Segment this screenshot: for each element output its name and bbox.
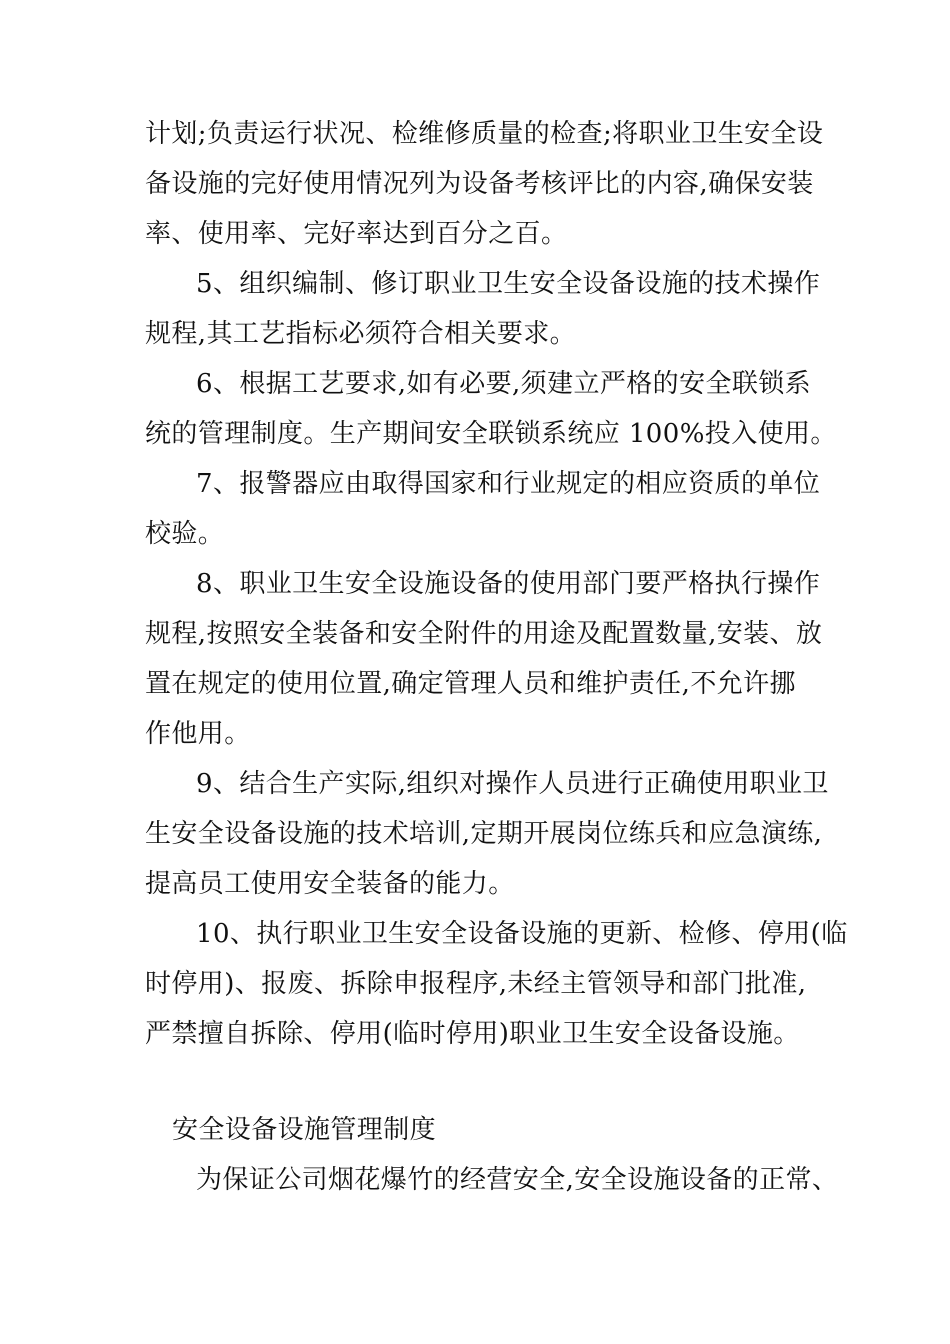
paragraph-line: 为保证公司烟花爆竹的经营安全,安全设施设备的正常、 — [196, 1165, 839, 1195]
section-title: 安全设备设施管理制度 — [172, 1115, 437, 1145]
paragraph-line: 提高员工使用安全装备的能力。 — [145, 869, 515, 899]
paragraph-line: 校验。 — [145, 519, 225, 549]
paragraph-line: 严禁擅自拆除、停用(临时停用)职业卫生安全设备设施。 — [145, 1019, 800, 1049]
paragraph-line: 备设施的完好使用情况列为设备考核评比的内容,确保安装 — [145, 169, 814, 199]
paragraph-line: 7、报警器应由取得国家和行业规定的相应资质的单位 — [196, 469, 821, 499]
paragraph-line: 生安全设备设施的技术培训,定期开展岗位练兵和应急演练, — [145, 819, 823, 849]
paragraph-line: 5、组织编制、修订职业卫生安全设备设施的技术操作 — [196, 269, 821, 299]
paragraph-line: 作他用。 — [145, 719, 251, 749]
paragraph-line: 规程,其工艺指标必须符合相关要求。 — [145, 319, 577, 349]
paragraph-line: 10、执行职业卫生安全设备设施的更新、检修、停用(临 — [196, 919, 848, 949]
paragraph-line: 时停用)、报废、拆除申报程序,未经主管领导和部门批准, — [145, 969, 807, 999]
paragraph-line: 6、根据工艺要求,如有必要,须建立严格的安全联锁系 — [196, 369, 812, 399]
paragraph-line: 规程,按照安全装备和安全附件的用途及配置数量,安装、放 — [145, 619, 823, 649]
paragraph-line: 8、职业卫生安全设施设备的使用部门要严格执行操作 — [196, 569, 821, 599]
paragraph-line: 计划;负责运行状况、检维修质量的检查;将职业卫生安全设 — [145, 119, 824, 149]
paragraph-line: 9、结合生产实际,组织对操作人员进行正确使用职业卫 — [196, 769, 829, 799]
paragraph-line: 率、使用率、完好率达到百分之百。 — [145, 219, 568, 249]
paragraph-line: 置在规定的使用位置,确定管理人员和维护责任,不允许挪 — [145, 669, 796, 699]
paragraph-line: 统的管理制度。生产期间安全联锁系统应 100%投入使用。 — [145, 419, 837, 449]
